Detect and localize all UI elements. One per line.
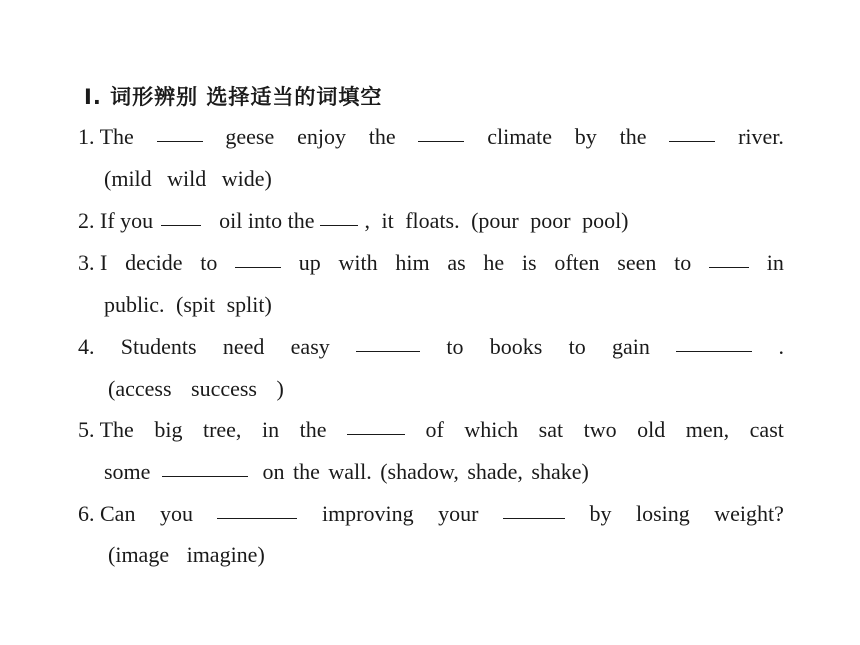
q2-text: , it floats. (pour poor pool) — [364, 208, 629, 233]
answer-blank[interactable] — [347, 433, 405, 435]
q4-text: . — [778, 334, 784, 359]
section-heading: Ⅰ. 词形辨别 选择适当的词填空 — [84, 85, 383, 109]
question-6-line-1 — [78, 497, 784, 531]
q3-text: up — [298, 250, 321, 275]
q5-text: cast — [749, 417, 784, 442]
q3-text: as — [447, 250, 466, 275]
answer-blank[interactable] — [676, 350, 752, 352]
q5-text: sat — [538, 417, 564, 442]
question-5-line-1 — [78, 413, 784, 447]
q3-text: seen — [617, 250, 657, 275]
answer-blank[interactable] — [235, 266, 281, 268]
q6-text: losing — [635, 501, 690, 526]
answer-blank[interactable] — [161, 224, 201, 226]
q1-text: by — [574, 124, 597, 149]
question-4-line-1 — [78, 330, 784, 364]
q6-text: by — [589, 501, 612, 526]
q6-text: 6. Can — [78, 501, 136, 526]
question-2-line-1 — [78, 204, 629, 238]
q3-text: he — [483, 250, 505, 275]
q5-text: in — [261, 417, 280, 442]
q5-text: old — [637, 417, 666, 442]
answer-blank[interactable] — [418, 140, 464, 142]
q5-text: which — [464, 417, 519, 442]
question-3-line-1 — [78, 246, 784, 280]
answer-blank[interactable] — [162, 475, 248, 477]
q1-text: river. — [738, 124, 784, 149]
answer-blank[interactable] — [709, 266, 749, 268]
q3-text: decide — [125, 250, 183, 275]
q1-options: (mild wild wide) — [104, 166, 272, 191]
q4-text: gain — [611, 334, 650, 359]
q6-text: your — [438, 501, 479, 526]
q5-text: big — [154, 417, 183, 442]
q3-text: often — [554, 250, 600, 275]
q3-text: in — [766, 250, 784, 275]
q3-text: 3. I — [78, 250, 108, 275]
q2-text: oil into the — [219, 208, 315, 233]
q6-text: you — [159, 501, 193, 526]
q6-options: (image imagine) — [108, 542, 265, 567]
question-6-options — [108, 538, 265, 572]
q5-text: the — [299, 417, 327, 442]
q4-text: books — [489, 334, 543, 359]
q5-text: two — [583, 417, 617, 442]
q4-text: easy — [290, 334, 330, 359]
q3-text: with — [338, 250, 378, 275]
question-1-line-1 — [78, 120, 784, 154]
q4-text: Students — [120, 334, 197, 359]
q1-text: geese — [225, 124, 275, 149]
q3-text: is — [521, 250, 537, 275]
answer-blank[interactable] — [669, 140, 715, 142]
q4-options: (access success ) — [108, 376, 284, 401]
q3-text: to — [200, 250, 218, 275]
q1-text: enjoy — [297, 124, 346, 149]
q2-text: 2. If you — [78, 208, 154, 233]
q3-text: him — [395, 250, 430, 275]
q6-text: weight? — [714, 501, 784, 526]
q5-text: 5. The — [78, 417, 134, 442]
answer-blank[interactable] — [320, 224, 358, 226]
q5-text: some — [104, 459, 151, 484]
q5-text: of — [425, 417, 444, 442]
q1-text: the — [368, 124, 396, 149]
q5-text: on the wall. (shadow, shade, shake) — [262, 459, 589, 484]
q1-text: 1. The — [78, 124, 134, 149]
question-3-line-2 — [104, 288, 272, 322]
question-1-options — [104, 162, 272, 196]
q4-text: to — [568, 334, 586, 359]
q5-text: tree, — [202, 417, 242, 442]
q3-continuation: public. (spit split) — [104, 292, 272, 317]
q4-text: need — [222, 334, 265, 359]
q1-text: the — [619, 124, 647, 149]
question-4-options — [108, 372, 284, 406]
answer-blank[interactable] — [217, 517, 297, 519]
q4-text: to — [446, 334, 464, 359]
q6-text: improving — [321, 501, 414, 526]
q4-text: 4. — [78, 334, 95, 359]
q3-text: to — [674, 250, 692, 275]
question-5-line-2 — [104, 455, 589, 489]
answer-blank[interactable] — [157, 140, 203, 142]
answer-blank[interactable] — [503, 517, 565, 519]
q1-text: climate — [487, 124, 552, 149]
answer-blank[interactable] — [356, 350, 420, 352]
q5-text: men, — [685, 417, 730, 442]
